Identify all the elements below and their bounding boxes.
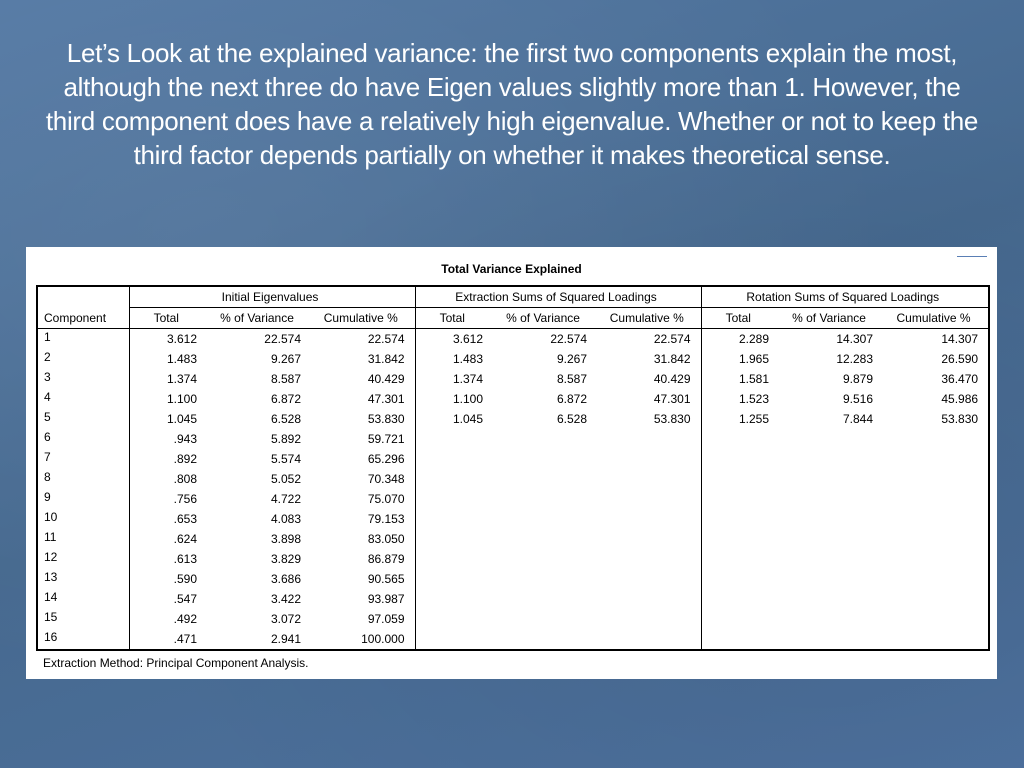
value-cell: .653 [129,509,207,529]
column-header: Cumulative % [597,308,701,329]
table-row [37,549,989,569]
component-cell: 2 [37,349,129,369]
value-cell: 22.574 [653,332,691,346]
component-cell: 10 [37,509,129,529]
table-row [37,589,989,609]
header-corner [37,286,129,308]
value-cell: 53.830 [367,412,405,426]
value-cell: 53.830 [883,409,989,429]
value-cell: 3.829 [270,552,301,566]
value-cell: .892 [129,449,207,469]
value-cell [493,609,597,629]
value-cell [493,569,597,589]
value-cell [779,549,883,569]
value-cell: 90.565 [367,572,405,586]
value-cell: 65.296 [367,452,405,466]
component-cell: 4 [37,389,129,409]
value-cell [883,609,989,629]
value-cell: 1.374 [129,369,207,389]
panel-accent-line [957,256,987,257]
value-cell: 100.000 [311,629,415,650]
value-cell [493,509,597,529]
value-cell [415,449,493,469]
value-cell: 59.721 [367,432,405,446]
value-cell: 75.070 [367,492,405,506]
table-row [37,629,989,650]
value-cell: 1.100 [129,389,207,409]
table-row [37,529,989,549]
value-cell: 4.722 [270,492,301,506]
component-cell: 9 [37,489,129,509]
value-cell [883,629,989,650]
value-cell [883,549,989,569]
component-cell: 3 [37,369,129,389]
value-cell [701,609,779,629]
value-cell [701,629,779,650]
value-cell [883,529,989,549]
value-cell: 3.612 [129,329,207,350]
slide-body-text: Let’s Look at the explained variance: the first two components explain the most, although the next three do have Eigen values slightly more than 1. However, the third component does have a relatively high eigenvalue. Whether or not to keep the third factor depends partially on whether it makes theoretical sense. [45,38,979,170]
value-cell: 22.574 [367,332,405,346]
value-cell [597,569,701,589]
value-cell [415,569,493,589]
component-cell: 1 [37,329,129,350]
value-cell [701,549,779,569]
value-cell: 12.283 [836,352,874,366]
component-cell: 6 [37,429,129,449]
value-cell [779,529,883,549]
value-cell: 5.892 [270,432,301,446]
value-cell [701,449,779,469]
value-cell: 3.612 [415,329,493,350]
table-row [37,569,989,589]
value-cell [779,469,883,489]
value-cell: .492 [129,609,207,629]
value-cell: 1.483 [415,349,493,369]
table-row [37,389,989,409]
variance-table [36,285,990,651]
value-cell [701,589,779,609]
value-cell [597,549,701,569]
value-cell [597,589,701,609]
group-header-initial: Initial Eigenvalues [129,286,415,308]
value-cell [597,629,701,650]
value-cell: 9.267 [270,352,301,366]
value-cell [493,629,597,650]
column-header: % of Variance [493,308,597,329]
table-row [37,349,989,369]
value-cell: 9.879 [843,372,874,386]
value-cell: 8.587 [556,372,588,386]
component-cell: 11 [37,529,129,549]
value-cell: 31.842 [653,352,691,366]
value-cell: 70.348 [367,472,405,486]
column-header: Total [129,308,207,329]
value-cell: 5.052 [270,472,301,486]
value-cell: 47.301 [367,392,405,406]
table-title: Total Variance Explained [441,262,582,276]
value-cell: .943 [129,429,207,449]
table-footnote: Extraction Method: Principal Component Analysis. [43,656,309,670]
value-cell: 22.574 [550,332,588,346]
column-header: Total [701,308,779,329]
group-header-rotation: Rotation Sums of Squared Loadings [701,286,989,308]
value-cell: 40.429 [367,372,405,386]
value-cell: 1.523 [701,389,779,409]
column-header: Cumulative % [311,308,415,329]
component-cell: 5 [37,409,129,429]
value-cell [415,469,493,489]
value-cell: 97.059 [367,612,405,626]
component-cell: 16 [37,629,129,650]
value-cell: 9.516 [843,392,874,406]
value-cell: 14.307 [883,329,989,350]
value-cell [415,429,493,449]
group-header-extraction: Extraction Sums of Squared Loadings [415,286,701,308]
value-cell: .808 [129,469,207,489]
column-header: % of Variance [779,308,883,329]
column-header-component: Component [37,308,129,329]
value-cell [779,629,883,650]
value-cell [779,429,883,449]
component-cell: 8 [37,469,129,489]
value-cell: 3.072 [270,612,301,626]
value-cell [415,609,493,629]
value-cell [883,569,989,589]
value-cell: 93.987 [367,592,405,606]
value-cell [597,489,701,509]
value-cell [415,549,493,569]
value-cell [883,429,989,449]
value-cell: 1.255 [701,409,779,429]
value-cell [597,609,701,629]
value-cell: 9.267 [556,352,588,366]
value-cell [883,469,989,489]
value-cell [779,449,883,469]
value-cell: 1.374 [415,369,493,389]
column-header: Total [415,308,493,329]
value-cell: 5.574 [270,452,301,466]
value-cell: 1.045 [129,409,207,429]
value-cell: 26.590 [883,349,989,369]
value-cell [493,489,597,509]
value-cell [597,529,701,549]
value-cell: .547 [129,589,207,609]
table-panel [26,247,997,679]
value-cell [415,629,493,650]
component-cell: 15 [37,609,129,629]
value-cell: 6.872 [270,392,301,406]
table-row [37,429,989,449]
value-cell [779,609,883,629]
table-row [37,409,989,429]
value-cell: 4.083 [270,512,301,526]
value-cell: 3.898 [270,532,301,546]
value-cell [779,489,883,509]
value-cell: .756 [129,489,207,509]
value-cell [493,469,597,489]
value-cell [493,529,597,549]
value-cell: 86.879 [367,552,405,566]
value-cell: 1.965 [701,349,779,369]
value-cell: .624 [129,529,207,549]
column-header: Cumulative % [883,308,989,329]
value-cell: 79.153 [367,512,405,526]
value-cell: 3.686 [270,572,301,586]
value-cell [493,549,597,569]
component-cell: 12 [37,549,129,569]
value-cell: 36.470 [883,369,989,389]
value-cell [701,569,779,589]
table-row [37,329,989,350]
value-cell [701,429,779,449]
component-cell: 7 [37,449,129,469]
value-cell: 1.581 [701,369,779,389]
value-cell: .590 [129,569,207,589]
value-cell: 40.429 [653,372,691,386]
value-cell [597,469,701,489]
value-cell [701,529,779,549]
value-cell [493,449,597,469]
value-cell [493,589,597,609]
value-cell [701,469,779,489]
table-row [37,369,989,389]
value-cell [779,569,883,589]
table-row [37,509,989,529]
value-cell: 47.301 [653,392,691,406]
value-cell [597,509,701,529]
value-cell [415,489,493,509]
table-row [37,489,989,509]
value-cell: 6.872 [556,392,588,406]
value-cell: 2.941 [207,629,311,650]
value-cell [415,529,493,549]
value-cell: 1.483 [129,349,207,369]
value-cell [883,489,989,509]
value-cell: 83.050 [367,532,405,546]
value-cell: 22.574 [264,332,301,346]
value-cell: 1.045 [415,409,493,429]
column-header: % of Variance [207,308,311,329]
value-cell [415,509,493,529]
table-row [37,609,989,629]
value-cell: 3.422 [270,592,301,606]
value-cell: 6.528 [556,412,588,426]
value-cell [415,589,493,609]
value-cell: 14.307 [836,332,874,346]
value-cell: .613 [129,549,207,569]
value-cell [701,509,779,529]
value-cell: .471 [129,629,207,650]
value-cell: 2.289 [701,329,779,350]
value-cell: 7.844 [843,412,874,426]
value-cell: 45.986 [883,389,989,409]
table-row [37,449,989,469]
value-cell [883,589,989,609]
table-row [37,469,989,489]
value-cell: 6.528 [270,412,301,426]
value-cell [597,449,701,469]
value-cell: 53.830 [653,412,691,426]
value-cell [779,589,883,609]
value-cell: 1.100 [415,389,493,409]
value-cell [883,509,989,529]
value-cell [883,449,989,469]
component-cell: 13 [37,569,129,589]
value-cell [493,429,597,449]
value-cell [779,509,883,529]
value-cell [701,489,779,509]
value-cell: 8.587 [270,372,301,386]
value-cell: 31.842 [367,352,405,366]
component-cell: 14 [37,589,129,609]
value-cell [597,429,701,449]
